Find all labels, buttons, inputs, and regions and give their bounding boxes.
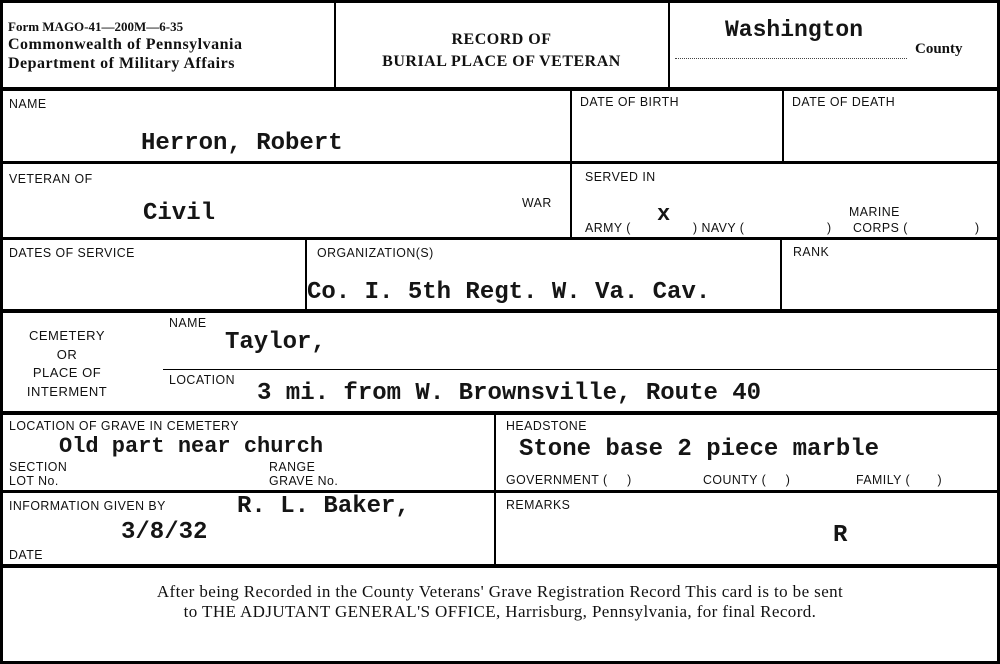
or-label: OR [56, 347, 78, 362]
record-title-line1: RECORD OF [451, 31, 552, 48]
war-label: WAR [522, 195, 552, 210]
date-value: 3/8/32 [121, 519, 208, 546]
divider [3, 237, 997, 240]
marine-label: MARINE [849, 204, 900, 219]
navy-label: ) NAVY ( [693, 220, 745, 235]
grave-no-label: GRAVE No. [269, 473, 339, 488]
lot-label: LOT No. [9, 473, 59, 488]
record-title-line2: BURIAL PLACE OF VETERAN [382, 53, 621, 70]
cemetery-name-value: Taylor, [225, 329, 326, 356]
county-value: Washington [725, 17, 864, 43]
veteran-name: Herron, Robert [141, 130, 343, 157]
department-label: Department of Military Affairs [8, 55, 235, 72]
county-underline [675, 58, 907, 59]
commonwealth-label: Commonwealth of Pennsylvania [8, 36, 243, 53]
corps-label: CORPS ( [853, 220, 908, 235]
date-of-birth-label: DATE OF BIRTH [580, 94, 680, 109]
footer-line2: to THE ADJUTANT GENERAL'S OFFICE, Harrisburg, Pennsylvania, for final Record. [183, 602, 817, 621]
family-label: FAMILY ( ) [856, 472, 943, 487]
rank-label: RANK [793, 244, 830, 259]
war-value: Civil [143, 200, 216, 227]
divider [3, 490, 997, 493]
burial-record-card [3, 3, 997, 661]
served-in-label: SERVED IN [585, 169, 656, 184]
headstone-value: Stone base 2 piece marble [519, 436, 880, 463]
veteran-of-label: VETERAN OF [9, 171, 93, 186]
navy-close: ) [827, 220, 832, 235]
divider [3, 161, 997, 164]
cemetery-location-label: LOCATION [169, 372, 236, 387]
county-headstone-label: COUNTY ( ) [703, 472, 791, 487]
footer-line1: After being Recorded in the County Veterans' Grave Registration Record This card is to be sent [156, 582, 844, 601]
place-of-label: PLACE OF [32, 365, 102, 380]
corps-close: ) [975, 220, 980, 235]
dates-of-service-label: DATES OF SERVICE [9, 245, 135, 260]
form-number: Form MAGO-41—200M—6-35 [8, 19, 184, 34]
information-given-label: INFORMATION GIVEN BY [9, 498, 166, 513]
divider [782, 89, 784, 163]
date-label: DATE [9, 547, 43, 562]
army-mark: x [657, 202, 671, 227]
divider [163, 369, 997, 370]
grave-location-value: Old part near church [59, 434, 324, 459]
army-label: ARMY ( [585, 220, 631, 235]
headstone-label: HEADSTONE [506, 418, 587, 433]
cemetery-location-value: 3 mi. from W. Brownsville, Route 40 [257, 380, 762, 407]
organization-value: Co. I. 5th Regt. W. Va. Cav. [307, 279, 711, 306]
divider [668, 3, 670, 87]
county-label: County [915, 41, 963, 57]
range-label: RANGE [269, 459, 316, 474]
divider [3, 564, 997, 568]
divider [3, 87, 997, 91]
section-label: SECTION [9, 459, 68, 474]
cemetery-label: CEMETERY [29, 328, 105, 343]
cemetery-name-label: NAME [169, 315, 207, 330]
divider [3, 411, 997, 415]
government-label: GOVERNMENT ( ) [506, 472, 632, 487]
grave-location-label: LOCATION OF GRAVE IN CEMETERY [9, 418, 239, 433]
divider [3, 309, 997, 313]
name-label: NAME [9, 96, 47, 111]
date-of-death-label: DATE OF DEATH [792, 94, 896, 109]
remarks-value: R [833, 522, 848, 549]
divider [780, 239, 782, 311]
information-given-value: R. L. Baker, [237, 493, 410, 520]
divider [570, 89, 572, 239]
remarks-label: REMARKS [506, 497, 571, 512]
interment-label: INTERMENT [26, 384, 108, 399]
organization-label: ORGANIZATION(S) [317, 245, 434, 260]
